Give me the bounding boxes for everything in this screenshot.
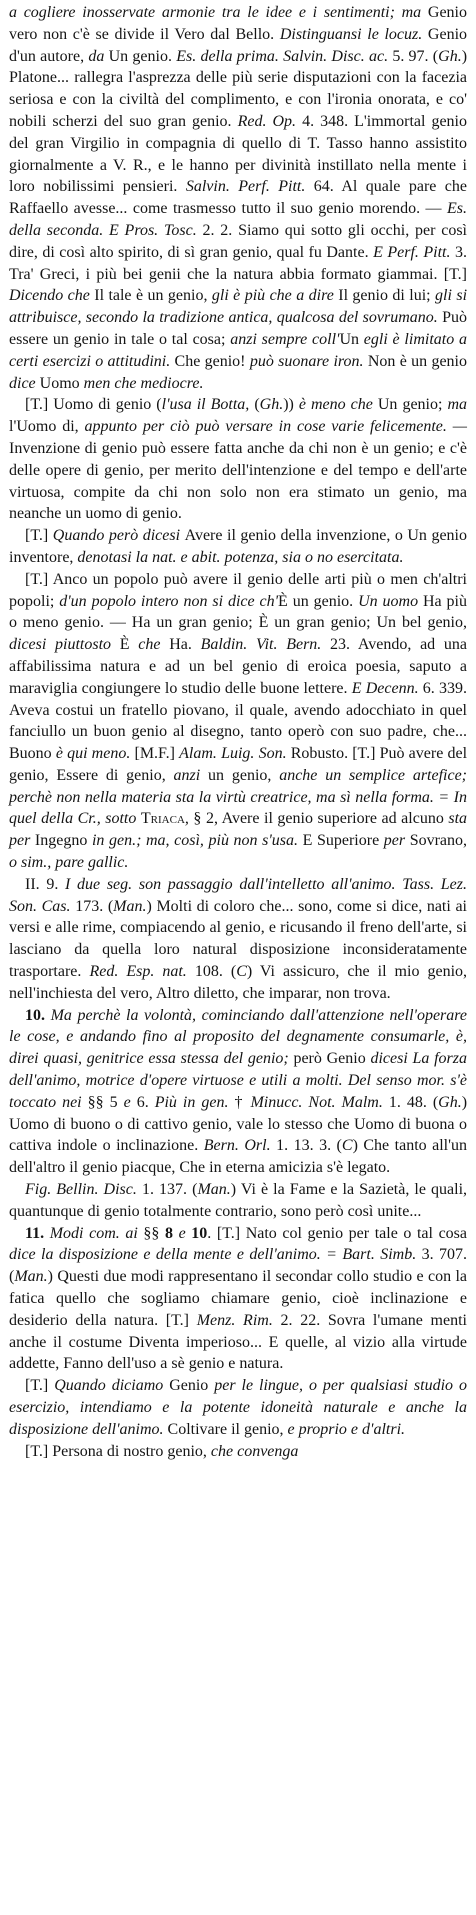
text-run: ) Vi assicuro, che il mio genio, nell'inchiesta del vero, Altro diletto, che imparar, non trova. [9,963,468,1002]
text-run: È [119,636,139,654]
text-run: , [184,810,194,828]
text-run: Es. della prima. Salvin. Disc. ac. [176,47,393,65]
text-run: egli è limitato a certi esercizi o attitudini. [9,330,467,370]
text-run: Genio d'un autore, [9,25,468,65]
text-run: dicesi La forza dell'animo, motrice d'opere virtuose e utili a molti. Del senso mor. s'è toccato nei [9,1050,468,1111]
text-run: è qui meno. [55,745,135,763]
text-run: Baldin. Vit. Bern. [200,636,331,654]
entry-paragraph [9,874,467,1005]
text-run: da [88,47,109,65]
text-run: 1. 137. ( [141,1181,198,1199]
text-run: Il genio di lui; [338,287,436,305]
text-run: 3. Tra' Greci, i più bei genii che la natura abbia formato giammai. [T.] [9,243,467,283]
text-run: C [341,1137,353,1155]
text-run: E Superiore [302,832,384,850]
text-run: Salvin. Perf. Pitt. [185,178,314,196]
text-run: ma [447,396,468,414]
text-run: dice la disposizione e della mente e dell'animo. = Bart. Simb. [9,1246,422,1264]
text-run: ) Questi due modi rappresentano il secondar collo studio e con la fatica quello che sogliamo chiamare genio, cioè inclinazione e desiderio della natura. [T.] [9,1268,467,1329]
text-run: 10. [25,1006,51,1024]
text-run: Genio vero non c'è se divide il Vero dal Bello. [9,4,467,43]
text-run: l'usa il Botta, [161,396,255,414]
text-run: 8 [164,1224,179,1242]
text-run: Ingegno [34,832,92,850]
text-run: però Genio [293,1050,371,1068]
text-run: [T.] Uomo di genio ( [25,396,162,414]
text-run: e proprio e d'altri. [287,1420,406,1438]
text-run: Coltivare il genio, [167,1420,288,1438]
text-run: [T.] Anco un popolo può avere il genio delle arti più o men ch'altri popoli; [9,570,467,610]
text-run: Il tale è un genio, [94,287,212,305]
text-run: Un uomo [358,592,423,610]
text-run: E Decenn. [351,679,423,697]
text-run: un genio, [208,766,280,784]
text-run: ) Uomo di buono o di cattivo genio, vale lo stesso che Uomo di buona o cattiva indole o inclinazione. [9,1093,468,1155]
entry-paragraph [9,1375,467,1440]
text-run: 3. 707. ( [9,1246,468,1286]
text-run: Modi com. ai [49,1224,144,1242]
text-run: 6. [136,1093,155,1111]
text-run: e [178,1224,192,1242]
text-run: 2. 22. Sovra l'umane menti anche il costume Diventa imperioso... E quelle, al vizio alla virtude addette, Fanno dell'uso a sè genio e natura. [9,1311,467,1373]
text-run: anzi sempre coll' [230,330,340,348]
text-run: Minucc. Not. Malm. [250,1093,389,1111]
text-run: in gen.; ma, così, più non s'usa. [91,832,303,850]
entry-paragraph [9,569,467,874]
text-run: ) Che tanto all'un dell'altro il genio piacque, Che in eterna amicizia s'è legato. [9,1137,468,1177]
text-run: che [138,636,170,654]
text-run: 1. 13. 3. ( [276,1137,342,1155]
text-run: e [123,1093,137,1111]
text-run: Distinguansi le locuz. [279,25,428,43]
text-run: Un genio; [377,396,448,414]
text-run: 64. Al quale pare che Raffaello avesse... come trasmesso tutto il suo genio morendo. — [9,178,467,218]
text-run: Sovrano, [409,832,468,850]
text-run: ) Platone... rallegra l'asprezza delle più serie disputazioni con la facezia seriosa e con la civiltà del complimento, e con l'ironia onorata, e co' nobili scherzi del suo gran genio. [9,47,468,130]
text-run: 173. ( [75,897,114,915]
entry-paragraph [9,394,467,525]
text-run: Che genio! [174,352,250,370]
text-run: Gh. [438,47,462,65]
text-run: a cogliere inosservate armonie tra le idee e i sentimenti; ma [9,4,428,21]
entry-paragraph [9,1223,467,1376]
text-run: Ha. [169,636,201,654]
text-run: denotasi la nat. e abit. potenza, sia o no esercitata. [77,548,404,566]
text-run: Man. [197,1181,231,1199]
text-run: [M.F.] [134,745,180,763]
entry-paragraph [9,1179,467,1223]
text-run: Red. Esp. nat. [89,963,195,981]
text-run: Avere il genio della invenzione, o Un genio inventore, [9,527,468,566]
text-run: 23. Avendo, ad una affabilissima natura e ad un bel genio di eroica poesia, saputo a maraviglia congiungere lo studio delle buone lettere. [9,636,467,697]
text-run: per [383,832,410,850]
text-run: Più in gen. [154,1093,235,1111]
text-run: . [T.] Nato col genio per tale o tal cosa [207,1224,467,1242]
text-run: 10 [191,1224,208,1242]
text-run: [T.] [25,1377,55,1395]
text-run: appunto per ciò può versare in cose varie felicemente. — [84,418,468,436]
text-run: che convenga [210,1442,299,1460]
text-run: Alam. Luig. Son. [179,745,291,763]
text-run: Un [339,330,364,348]
text-run: Invenzione di genio può essere fatta anche da chi non è un genio; e c'è delle opere di genio, per merito dell'intenzione e del tempo e dell'arte virtuosa, compite da chi non solo non era stimato un genio, ma neanche un uomo di genio. [9,439,467,523]
text-run: Fig. Bellin. Disc. [25,1181,142,1199]
text-run: Dicendo che [9,287,95,305]
entry-paragraph [9,1441,467,1463]
text-run: Robusto. [T.] Può avere del genio, Essere di genio, [9,745,468,784]
text-run: È un genio. [278,592,359,610]
entry-text-column [9,2,467,1462]
text-run: 2. 2. Siamo qui sotto gli occhi, per così dire, di così alto spirito, di sì gran genio, qual fu Dante. [9,221,467,261]
text-run: Man. [113,897,147,915]
text-run: Triaca [140,810,185,828]
text-run: Ha più o meno genio. — Ha un gran genio; È un gran genio; Un bel genio, [9,592,468,632]
text-run: C [236,963,247,981]
text-run: Red. Op. [237,112,303,130]
text-run: sta per [9,810,468,850]
text-run: Man. [14,1268,48,1286]
text-run: Quando però dicesi [52,527,185,545]
text-run: Menz. Rim. [196,1311,281,1329]
entry-paragraph [9,525,467,569]
text-run: [T.] Persona di nostro genio, [25,1442,211,1460]
text-run: o sim., pare gallic. [9,854,129,872]
text-run: § 2, Avere il genio superiore ad alcuno [193,810,449,828]
text-run: [T.] [25,527,53,545]
text-run: dice [9,374,40,392]
text-run: Può essere un genio in tale o tal cosa; [9,309,467,348]
entry-paragraph [9,1005,467,1179]
text-run: l'Uomo di, [9,418,85,436]
text-run: Gh. [259,396,284,414]
text-run: d'un popolo intero non si dice ch' [59,592,279,610]
text-run: 6. 339. Aveva costui un fratello piovano, il quale, avendo adocchiato in quel fanciullo un buon genio al disegno, tanto operò con suo padre, che... Buono [9,679,467,763]
text-run: Un genio. [108,47,177,65]
text-run: ( [254,396,260,414]
text-run: Uomo [39,374,84,392]
text-run: §§ 5 [87,1093,124,1111]
entry-paragraph [9,2,467,394]
text-run: II. 9. [25,875,66,893]
text-run: può suonare iron. [249,352,368,370]
text-run: )) [283,396,299,414]
text-run: † [234,1093,251,1111]
text-run: Non è un genio [367,352,468,370]
text-run: 4. 348. L'immortal genio del gran Virgilio in compagnia di quello di T. Tasso hanno assistito giornalmente a V. R., e le hanno per divinità instillato nella mente i loro nobilissimi pensieri. [9,112,468,196]
text-run: ) Vi è la Fame e la Sazietà, le quali, quantunque di genio totalmente contrario, sono però così unite... [9,1181,468,1220]
text-run: Genio [169,1377,215,1395]
text-run: è meno che [298,396,378,414]
text-run: §§ [143,1224,165,1242]
text-run: anche un semplice artefice; perchè non nella materia sta la virtù creatrice, ma sì nella forma. = In quel della Cr., sotto [9,766,468,828]
text-run: anzi [173,766,209,784]
text-run: 1. 48. ( [388,1093,439,1111]
text-run: dicesi piuttosto [9,636,120,654]
text-run: 11. [25,1224,50,1242]
text-run: 5. 97. ( [392,47,439,65]
text-run: Es. della seconda. E Pros. Tosc. [9,200,467,239]
text-run: E Perf. Pitt. [373,243,455,261]
text-run: men che mediocre. [83,374,204,392]
text-run: Ma perchè la volontà, cominciando dall'attenzione nell'operare le cose, e andando fino al proposito del degnamente consumarle, è, direi quasi, genitrice essa stessa del genio; [9,1006,468,1068]
text-run: Bern. Orl. [203,1137,277,1155]
text-run: gli si attribuisce, secondo la tradizione antica, qualcosa del sovrumano. [9,287,468,327]
text-run: Gh. [438,1093,462,1111]
text-run: per le lingue, o per qualsiasi studio o esercizio, intendiamo e la potente idoneità naturale e anche la disposizione dell'animo. [9,1377,467,1438]
text-run: 108. ( [194,963,237,981]
text-run: I due seg. son passaggio dall'intelletto all'animo. Tass. Lez. Son. Cas. [9,875,467,915]
text-run: gli è più che a dire [211,287,339,305]
text-run: ) Molti di coloro che... sono, come si dice, nati ai versi e alle rime, compiacendo al genio, e ricusando il freno dell'arte, si lasciano da quella loro natural disposizione inconsideratamente trasportare. [9,897,468,981]
text-run: Quando diciamo [54,1377,170,1395]
